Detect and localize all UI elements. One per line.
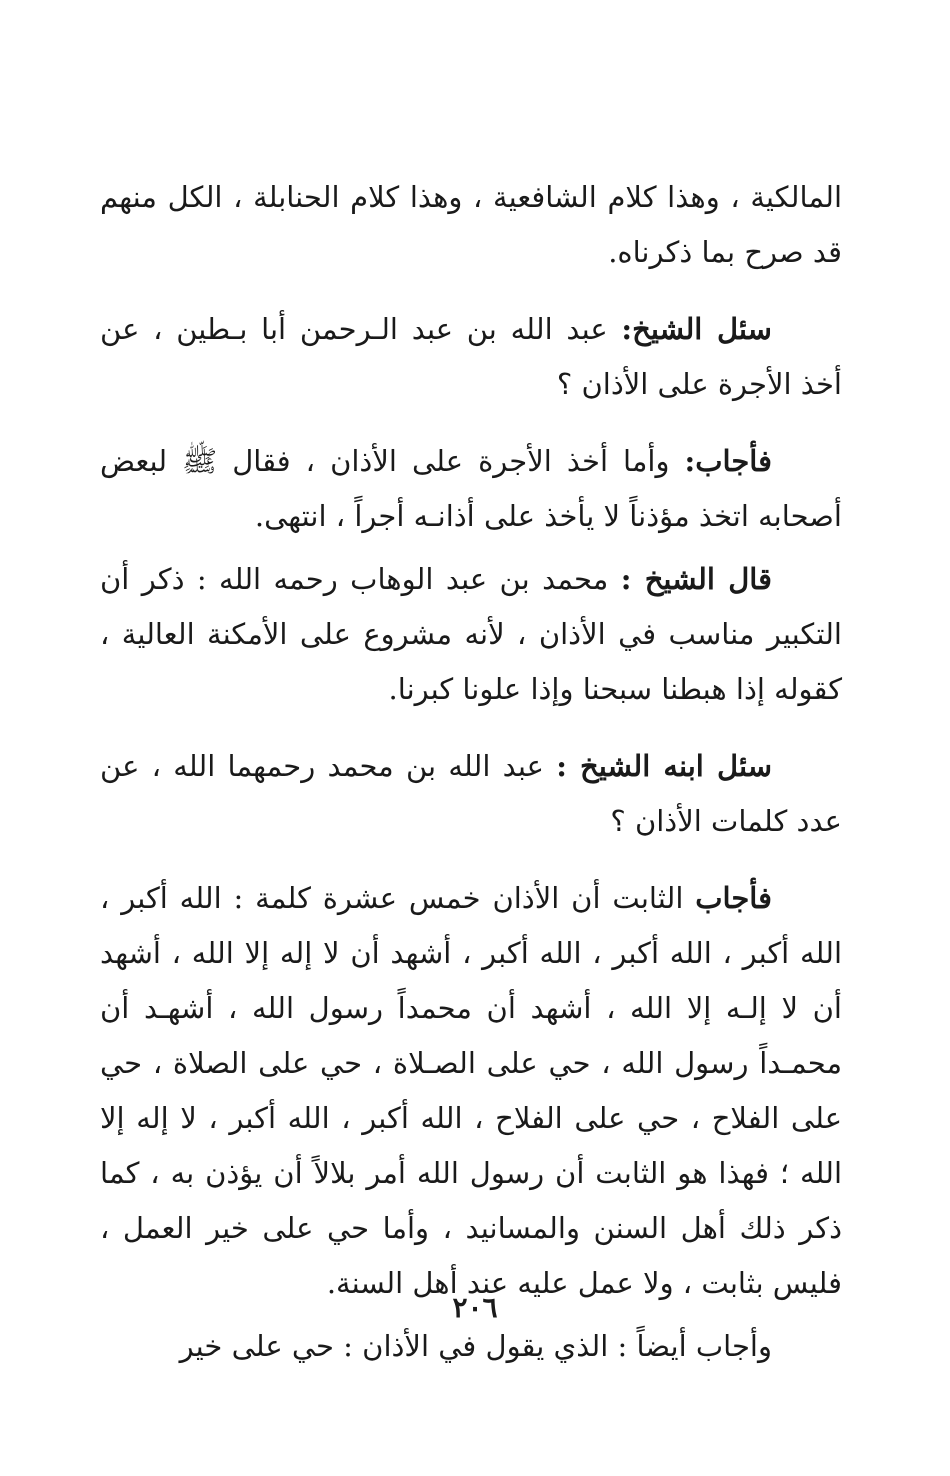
paragraph-5-lead: سئل ابنه الشيخ :	[556, 749, 773, 783]
paragraph-1	[100, 170, 842, 280]
page-body	[100, 170, 842, 1374]
paragraph-4-lead: قال الشيخ :	[620, 562, 772, 596]
paragraph-4	[100, 552, 842, 717]
paragraph-3-lead: فأجاب:	[684, 444, 772, 478]
paragraph-2-lead: سئل الشيخ:	[621, 312, 772, 346]
paragraph-6-text: الثابت أن الأذان خمس عشرة كلمة : الله أكبر ، الله أكبر ، الله أكبر ، الله أكبر ، أشهد أن لا إله إلا الله ، أشهد أن لا إلـه إلا الله ، أشهد أن محمداً رسول الله ، أشهـد أن محمـداً رسول الله ، حي على الصـلاة ، حي على الصلاة ، حي على الفلاح ، حي على الفلاح ، الله أكبر ، الله أكبر ، لا إله إلا الله ؛ فهذا هو الثابت أن رسول الله أمر بلالاً أن يؤذن به ، كما ذكر ذلك أهل السنن والمسانيد ، وأما حي على خير العمل ، فليس بثابت ، ولا عمل عليه عند أهل السنة.	[100, 881, 842, 1300]
paragraph-5-text: عبد الله بن محمد رحمهما الله ، عن عدد كلمات الأذان ؟	[100, 749, 842, 838]
paragraph-6-lead: فأجاب	[695, 881, 772, 915]
paragraph-6	[100, 871, 842, 1311]
paragraph-2-text: عبد الله بن عبد الـرحمن أبا بـطين ، عن أخذ الأجرة على الأذان ؟	[100, 312, 842, 401]
page-number: ٢٠٦	[452, 1291, 498, 1324]
paragraph-3	[100, 434, 842, 544]
paragraph-3-text: وأما أخذ الأجرة على الأذان ، فقال ﷺ لبعض أصحابه اتخذ مؤذناً لا يأخذ على أذانـه أجراً ، انتهى.	[100, 444, 842, 533]
paragraph-7-text: وأجاب أيضاً : الذي يقول في الأذان : حي على خير	[179, 1329, 772, 1363]
paragraph-2	[100, 302, 842, 412]
paragraph-1-text: المالكية ، وهذا كلام الشافعية ، وهذا كلام الحنابلة ، الكل منهم قد صرح بما ذكرناه.	[100, 180, 842, 269]
paragraph-5	[100, 739, 842, 849]
paragraph-4-text: محمد بن عبد الوهاب رحمه الله : ذكر أن التكبير مناسب في الأذان ، لأنه مشروع على الأمكنة العالية ، كقوله إذا هبطنا سبحنا وإذا علونا كبرنا.	[100, 562, 842, 706]
